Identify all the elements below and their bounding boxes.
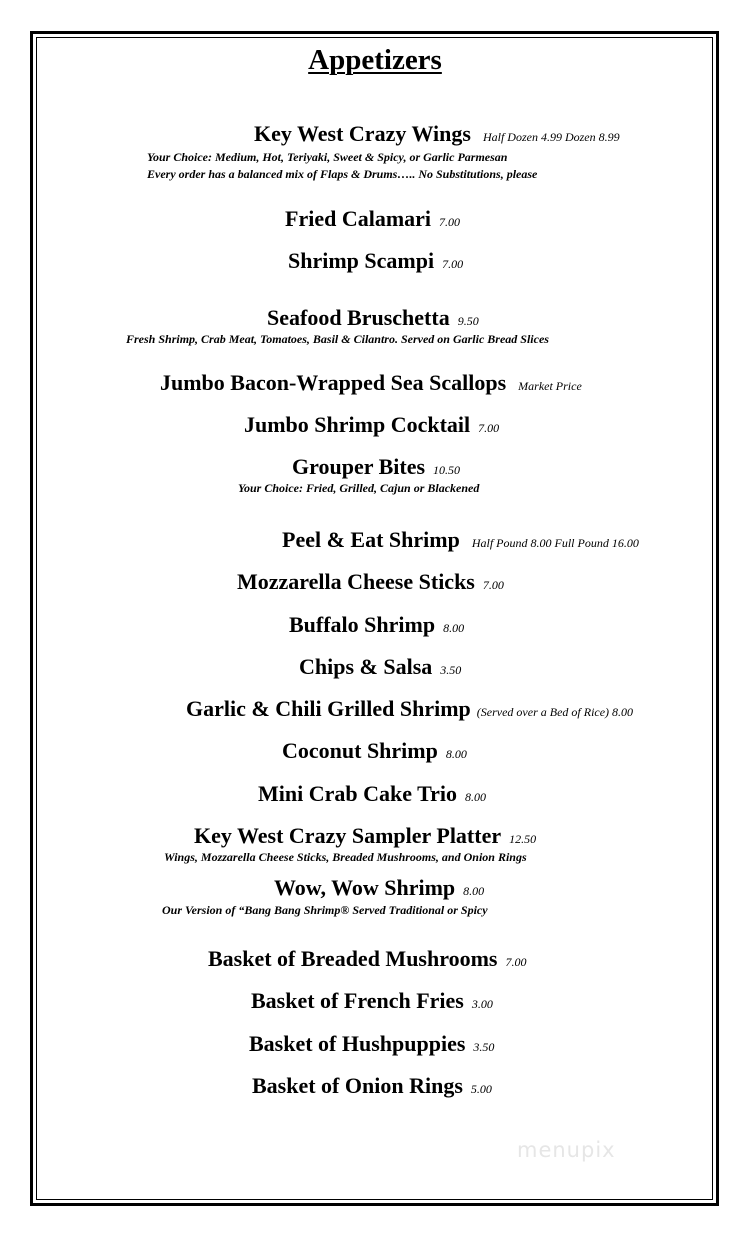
menu-item bbox=[249, 1031, 494, 1057]
item-price: 8.00 bbox=[445, 747, 467, 761]
item-note: Our Version of “Bang Bang Shrimp® Served Traditional or Spicy bbox=[162, 903, 488, 917]
menu-item bbox=[289, 612, 464, 638]
item-note: Your Choice: Fried, Grilled, Cajun or Blackened bbox=[238, 481, 480, 495]
item-price: (Served over a Bed of Rice) 8.00 bbox=[476, 705, 634, 719]
item-price: Half Dozen 4.99 Dozen 8.99 bbox=[482, 130, 620, 144]
item-price: 12.50 bbox=[509, 832, 537, 846]
item-price: 3.50 bbox=[473, 1040, 495, 1054]
item-name: Fried Calamari bbox=[285, 206, 432, 231]
item-name: Chips & Salsa bbox=[299, 654, 433, 679]
item-name: Key West Crazy Wings bbox=[254, 121, 471, 146]
item-price: 7.00 bbox=[439, 215, 461, 229]
menu-title: Appetizers bbox=[308, 44, 442, 76]
item-note: Fresh Shrimp, Crab Meat, Tomatoes, Basil & Cilantro. Served on Garlic Bread Slices bbox=[126, 332, 549, 346]
item-price: 5.00 bbox=[470, 1082, 492, 1096]
menu-item bbox=[254, 121, 620, 147]
item-name: Buffalo Shrimp bbox=[289, 612, 436, 637]
menu-item bbox=[282, 738, 467, 764]
item-name: Mozzarella Cheese Sticks bbox=[237, 569, 475, 594]
menu-item bbox=[208, 946, 526, 972]
menu-item bbox=[258, 781, 486, 807]
item-price: Market Price bbox=[518, 379, 582, 393]
item-note: Every order has a balanced mix of Flaps & Drums….. No Substitutions, please bbox=[147, 167, 538, 181]
menu-item bbox=[267, 305, 479, 331]
item-name: Basket of Onion Rings bbox=[252, 1073, 463, 1098]
item-name: Jumbo Bacon-Wrapped Sea Scallops bbox=[160, 370, 507, 395]
menu-item bbox=[160, 370, 582, 396]
menu-item bbox=[288, 248, 463, 274]
item-name: Peel & Eat Shrimp bbox=[282, 527, 460, 552]
item-price: 3.50 bbox=[440, 663, 462, 677]
item-price: 9.50 bbox=[457, 314, 479, 328]
item-name: Key West Crazy Sampler Platter bbox=[194, 823, 502, 848]
item-price: 7.00 bbox=[482, 578, 504, 592]
menu-item bbox=[244, 412, 499, 438]
item-name: Grouper Bites bbox=[292, 454, 426, 479]
item-price: 8.00 bbox=[443, 621, 465, 635]
menu-item bbox=[285, 206, 460, 232]
item-name: Seafood Bruschetta bbox=[267, 305, 450, 330]
item-name: Jumbo Shrimp Cocktail bbox=[244, 412, 471, 437]
item-name: Garlic & Chili Grilled Shrimp bbox=[186, 696, 471, 721]
menu-item bbox=[194, 823, 536, 849]
item-price: 3.00 bbox=[471, 997, 493, 1011]
item-name: Basket of Hushpuppies bbox=[249, 1031, 466, 1056]
menu-item bbox=[282, 527, 639, 553]
item-price: 10.50 bbox=[433, 463, 461, 477]
item-price: 7.00 bbox=[505, 955, 527, 969]
menu-item bbox=[292, 454, 460, 480]
watermark: menupix bbox=[517, 1138, 616, 1162]
item-name: Basket of French Fries bbox=[251, 988, 464, 1013]
item-price: 8.00 bbox=[463, 884, 485, 898]
item-price: Half Pound 8.00 Full Pound 16.00 bbox=[471, 536, 639, 550]
item-note: Wings, Mozzarella Cheese Sticks, Breaded Mushrooms, and Onion Rings bbox=[164, 850, 527, 864]
menu-item bbox=[252, 1073, 492, 1099]
menu-item bbox=[186, 696, 633, 722]
item-price: 7.00 bbox=[478, 421, 500, 435]
item-name: Coconut Shrimp bbox=[282, 738, 438, 763]
item-price: 7.00 bbox=[442, 257, 464, 271]
item-name: Wow, Wow Shrimp bbox=[274, 875, 456, 900]
item-price: 8.00 bbox=[465, 790, 487, 804]
menu-item bbox=[237, 569, 504, 595]
item-name: Mini Crab Cake Trio bbox=[258, 781, 458, 806]
item-note: Your Choice: Medium, Hot, Teriyaki, Sweet & Spicy, or Garlic Parmesan bbox=[147, 150, 508, 164]
menu-item bbox=[251, 988, 493, 1014]
item-name: Shrimp Scampi bbox=[288, 248, 435, 273]
menu-item bbox=[274, 875, 484, 901]
item-name: Basket of Breaded Mushrooms bbox=[208, 946, 498, 971]
menu-item bbox=[299, 654, 461, 680]
